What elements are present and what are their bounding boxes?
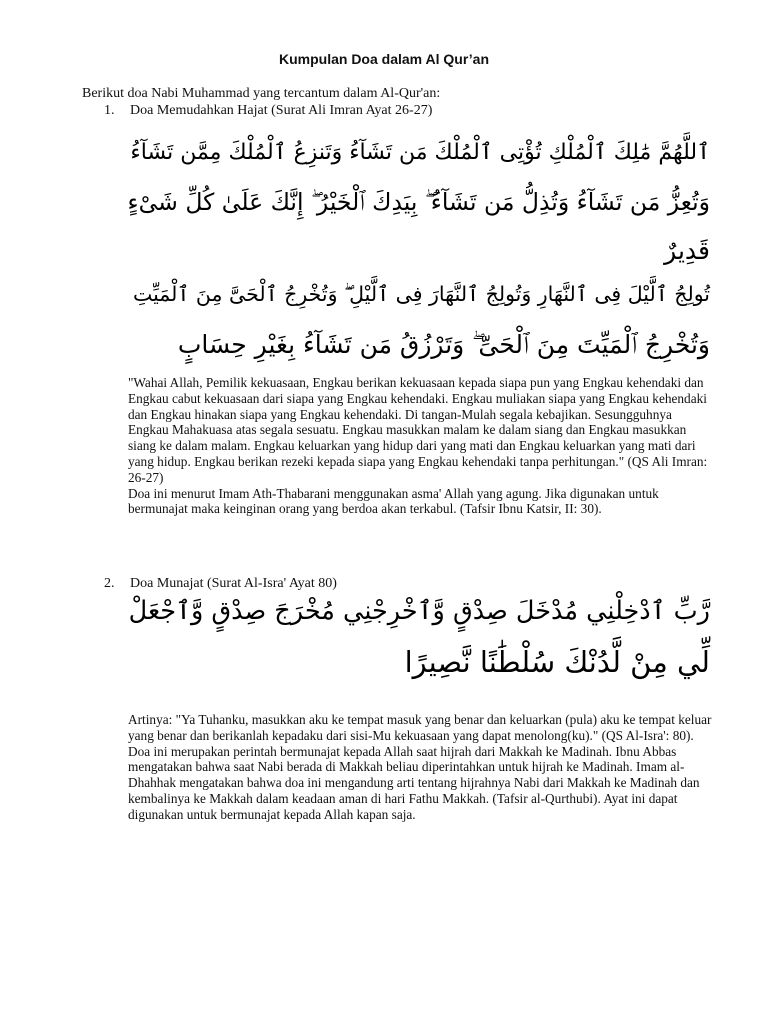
item-2-translation: Artinya: "Ya Tuhanku, masukkan aku ke tempat masuk yang benar dan keluarkan (pula) aku ke tempat keluar yang benar dan berikanlah kepadaku dari sisi-Mu kekuasaan yang dapat menolong(ku)." (QS Al-Isra': 80). bbox=[128, 712, 712, 743]
item-2-text-block bbox=[128, 712, 714, 823]
item-2-heading-text: Doa Munajat (Surat Al-Isra' Ayat 80) bbox=[130, 576, 337, 591]
item-1-arabic-line-2: وَتُعِزُّ مَن تَشَآءُ وَتُذِلُّ مَن تَشَآءُ ۖ بِيَدِكَ ٱلْخَيْرُ ۖ إِنَّكَ عَلَىٰ كُلِّ شَىْءٍ bbox=[127, 188, 710, 216]
item-2-note: Doa ini merupakan perintah bermunajat kepada Allah saat hijrah dari Makkah ke Madinah. Ibnu Abbas mengatakan bahwa saat Nabi berada di Makkah beliau diperintahkan untuk hijrah ke Madinah. Imam al-Dhahhak mengatakan bahwa doa ini mengandung arti tentang hijrahnya Nabi dari Makkah ke Madinah dan kembalinya ke Makkah dalam keadaan aman di hari Fathu Makkah. (Tafsir al-Qurthubi). Ayat ini dapat digunakan untuk bermunajat kepada Allah kapan saja. bbox=[128, 743, 700, 822]
item-2-number: 2. bbox=[104, 576, 115, 591]
document-title: Kumpulan Doa dalam Al Qur’an bbox=[278, 51, 490, 67]
item-1-heading-text: Doa Memudahkan Hajat (Surat Ali Imran Ayat 26-27) bbox=[130, 103, 433, 118]
item-1-arabic-line-5: وَتُخْرِجُ ٱلْمَيِّتَ مِنَ ٱلْحَىِّ ۖ وَتَرْزُقُ مَن تَشَآءُ بِغَيْرِ حِسَابٍ bbox=[177, 330, 710, 359]
intro-text: Berikut doa Nabi Muhammad yang tercantum dalam Al-Qur'an: bbox=[82, 86, 441, 101]
item-1-translation: "Wahai Allah, Pemilik kekuasaan, Engkau berikan kekuasaan kepada siapa pun yang Engkau kehendaki dan Engkau cabut kekuasaan dari siapa yang Engkau kehendaki. Engkau muliakan siapa yang Engkau kehendaki dan Engkau hinakan siapa yang Engkau kehendaki. Di tangan-Mulah segala kebajikan. Sesungguhnya Engkau Mahakuasa atas segala sesuatu. Engkau masukkan malam ke dalam siang dan Engkau masukkan siang ke dalam malam. Engkau keluarkan yang hidup dari yang mati dan Engkau keluarkan yang mati dari yang hidup. Engkau berikan rezeki kepada siapa yang Engkau kehendaki tanpa perhitungan." (QS Ali Imran: 26-27) bbox=[128, 375, 708, 485]
item-1-text-block bbox=[128, 375, 714, 517]
item-2-heading bbox=[104, 576, 337, 592]
item-1-arabic-line-4: تُولِجُ ٱلَّيْلَ فِى ٱلنَّهَارِ وَتُولِجُ ٱلنَّهَارَ فِى ٱلَّيْلِ ۖ وَتُخْرِجُ ٱلْحَىَّ مِنَ ٱلْمَيِّتِ bbox=[132, 282, 710, 306]
item-1-number: 1. bbox=[104, 103, 115, 118]
item-1-heading bbox=[104, 103, 432, 119]
item-2-arabic-line-1: رَّبِّ ٱدْخِلْنِي مُدْخَلَ صِدْقٍ وَّٱخْرِجْنِي مُخْرَجَ صِدْقٍ وَّٱجْعَلْ bbox=[128, 596, 710, 626]
item-1-arabic-line-3: قَدِيرٌ bbox=[664, 236, 710, 265]
item-1-note: Doa ini menurut Imam Ath-Thabarani menggunakan asma' Allah yang agung. Jika digunakan untuk bermunajat maka keinginan orang yang berdoa akan terkabul. (Tafsir Ibnu Katsir, II: 30). bbox=[128, 485, 659, 517]
item-1-arabic-line-1: ٱللَّهُمَّ مَٰلِكَ ٱلْمُلْكِ تُؤْتِى ٱلْمُلْكَ مَن تَشَآءُ وَتَنزِعُ ٱلْمُلْكَ مِمَّن تَشَآءُ bbox=[130, 140, 710, 165]
item-2-arabic-line-2: لِّي مِنْ لَّدُنْكَ سُلْطَٰنًا نَّصِيرًا bbox=[404, 645, 710, 679]
